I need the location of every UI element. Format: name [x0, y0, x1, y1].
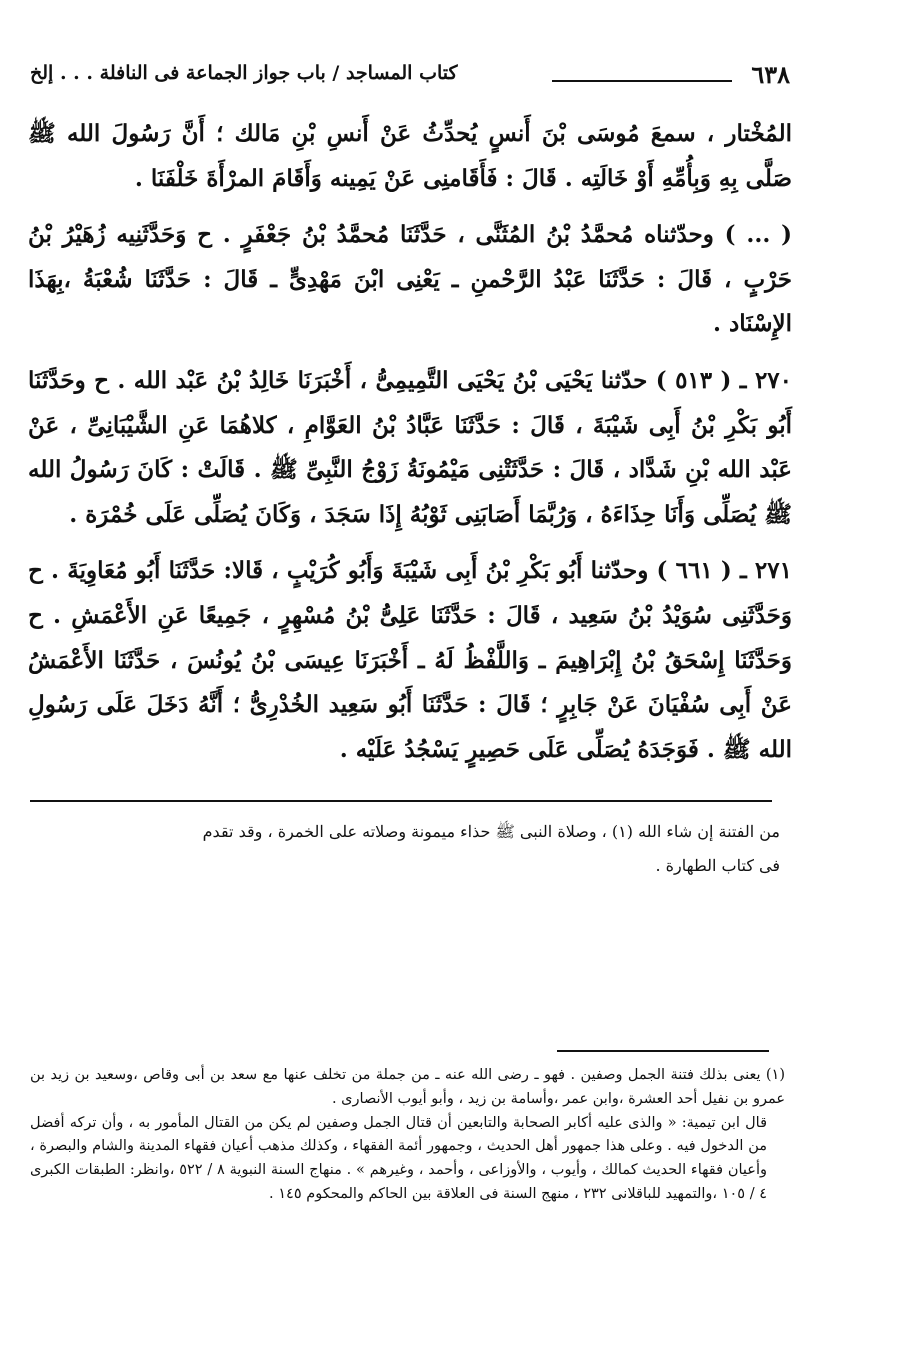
hadith-paragraph: ( ... ) وحدّثناه مُحمَّدُ بْنُ المُثَنَّى ، حَدَّثَنَا مُحمَّدُ بْنُ جَعْفَرٍ . ح وَحَدَّثَنِيه زُهَيْرُ بْنُ حَرْبٍ ، قَالَ : حَدَّثَنَا عَبْدُ الرَّحْمنِ ـ يَعْنِى ابْنَ مَهْدِىٍّ ـ قَالَ : حَدَّثَنَا شُعْبَةُ ،بِهَذَا الإِسْنَاد . [28, 221, 792, 338]
running-title: كتاب المساجد / باب جواز الجماعة فى النافلة . . . إلخ [30, 62, 458, 84]
commentary-line: من الفتنة إن شاء الله (١) ، وصلاة النبى ﷺ حذاء ميمونة وصلاته على الخمرة ، وقد تقدم [202, 822, 780, 841]
commentary-text [30, 815, 780, 883]
hadith-paragraph: المُخْتار ، سمعَ مُوسَى بْنَ أَنسٍ يُحدِّثُ عَنْ أَنسِ بْنِ مَالك ؛ أَنَّ رَسُولَ الله ﷺ صَلَّى بِهِ وَبِأُمِّهِ أَوْ خَالَتِه . قَالَ : فَأَقَامنِى عَنْ يَمِينه وَأَقَامَ المرْأَةَ خَلْفَنَا . [28, 120, 792, 192]
header-rule [552, 80, 732, 82]
main-text [28, 112, 792, 772]
hadith-paragraph: ٢٧١ ـ ( ٦٦١ ) وحدّثنا أَبُو بَكْرِ بْنُ أَبِى شَيْبَةَ وَأَبُو كُرَيْبٍ ، قَالا: حَدَّثَنَا أَبُو مُعَاوِيَةَ . ح وَحَدَّثَنِى سُوَيْدُ بْنُ سَعِيد ، قَالَ : حَدَّثَنَا عَلِىُّ بْنُ مُسْهِرٍ ، جَمِيعًا عَنِ الأَعْمَشِ . ح وَحَدَّثَنَا إِسْحَقُ بْنُ إِبْرَاهِيمَ ـ وَاللَّفْظُ لَهُ ـ أَخْبَرَنَا عِيسَى بْنُ يُونُسَ ، حَدَّثَنَا الأَعْمَشُ عَنْ أَبِى سُفْيَانَ عَنْ جَابِرٍ ؛ قَالَ : حَدَّثَنَا أَبُو سَعِيد الخُدْرِىُّ ؛ أَنَّهُ دَخَلَ عَلَى رَسُولِ الله ﷺ . فَوَجَدَهُ يُصَلِّى عَلَى حَصِيرٍ يَسْجُدُ عَلَيْه . [28, 557, 792, 763]
commentary-divider [30, 800, 772, 802]
footnotes [30, 1064, 785, 1207]
commentary-line: فى كتاب الطهارة . [655, 856, 780, 875]
page-header [30, 60, 790, 92]
footnote-divider [557, 1050, 769, 1052]
hadith-paragraph: ٢٧٠ ـ ( ٥١٣ ) حدّثنا يَحْيَى بْنُ يَحْيَى التَّمِيمِىُّ ، أَخْبَرَنَا خَالِدُ بْنُ عَبْد الله . ح وحَدَّثَنَا أَبُو بَكْرِ بْنُ أَبِى شَيْبَةَ ، قَالَ : حَدَّثَنَا عَبَّادُ بْنُ العَوَّامِ ، كلاهُمَا عَنِ الشَّيْبَانِىِّ ، عَنْ عَبْد الله بْنِ شَدَّاد ، قَالَ : حَدَّثَتْنِى مَيْمُونَةُ زَوْجُ النَّبِىِّ ﷺ . قَالَتْ : كَانَ رَسُولُ الله ﷺ يُصَلِّى وَأَنَا حِذَاءَهُ ، وَرُبَّمَا أَصَابَنِى ثَوْبُهُ إِذَا سَجَدَ ، وَكَانَ يُصَلِّى عَلَى خُمْرَة . [28, 366, 792, 528]
page-number: ٦٣٨ [751, 60, 790, 89]
footnote-paragraph: قال ابن تيمية: « والذى عليه أكابر الصحابة والتابعين أن قتال الجمل وصفين لم يكن من القتال المأمور به ، وأن تركه أفضل من الدخول فيه . وعلى هذا جمهور أهل الحديث ، وجمهور أئمة الفقهاء ، وكذلك مذهب أعيان فقهاء المدينة والشام والبصرة ، وأعيان فقهاء الحديث كمالك ، وأيوب ، والأوزاعى ، وأحمد ، وغيرهم » . منهاج السنة النبوية ٨ / ٥٢٢ ،وانظر: الطبقات الكبرى ٤ / ١٠٥ ،والتمهيد للباقلانى ٢٣٢ ، منهج السنة فى العلاقة بين الحاكم والمحكوم ١٤٥ . [30, 1114, 767, 1202]
footnote-paragraph: (١) يعنى بذلك فتنة الجمل وصفين . فهو ـ رضى الله عنه ـ من جملة من تخلف عنها مع سعد بن أبى وقاص ،وسعيد بن زيد بن عمرو بن نفيل أحد العشرة ،وابن عمر ،وأسامة بن زيد ، وأبو أيوب الأنصارى . [30, 1067, 785, 1107]
